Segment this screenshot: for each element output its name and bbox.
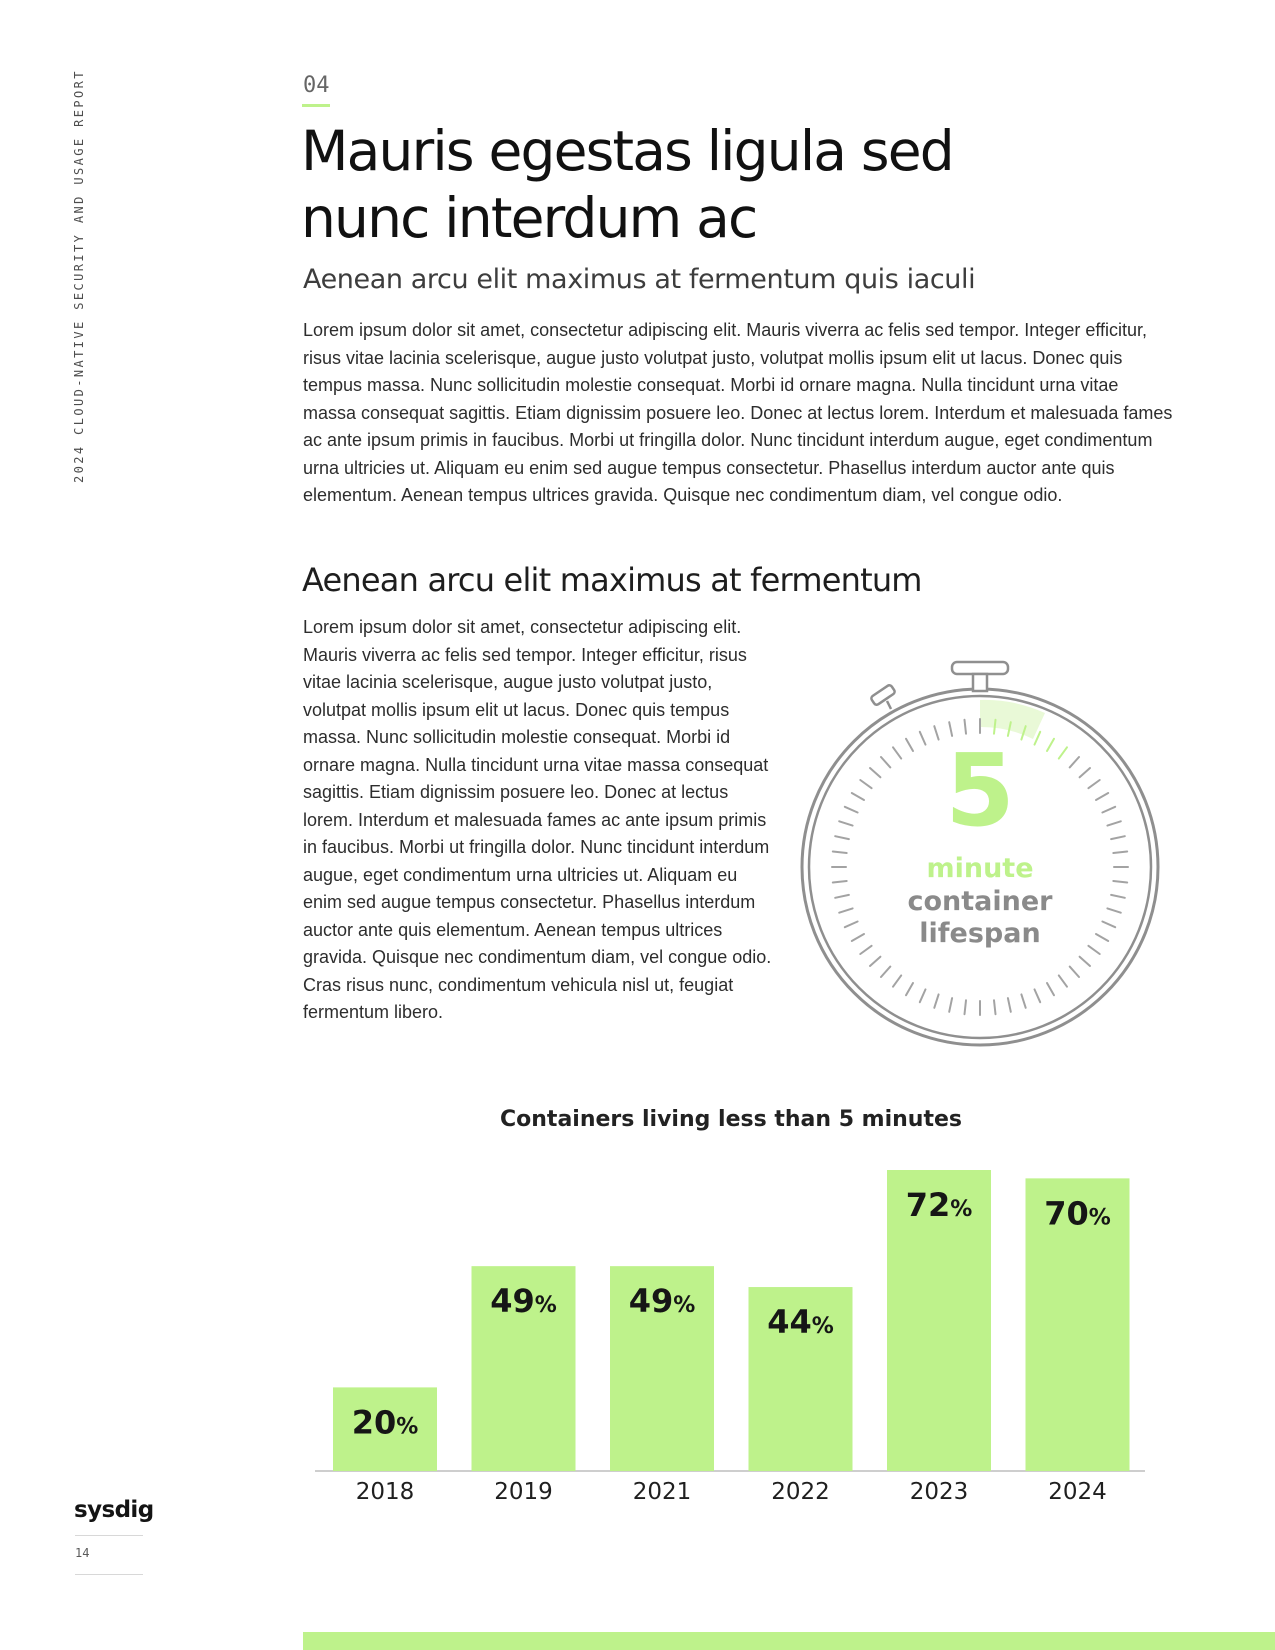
stopwatch-tick <box>1111 895 1125 898</box>
side-button <box>870 684 895 706</box>
side-button-stem <box>887 701 891 709</box>
column-paragraph: Lorem ipsum dolor sit amet, consectetur adipiscing elit. Mauris viverra ac felis sed tempor. Integer efficitur, risus vitae lacinia scelerisque, augue justo volutpat justo, volutpat mollis ipsum elit ut lacus. Donec quis tempus massa. Nunc sollicitudin molestie consequat. Morbi id ornare magna. Nulla tincidunt urna vitae massa consequat sagittis. Etiam dignissim posuere leo. Donec at lectus lorem. Interdum et malesuada fames ac ante ipsum primis in faucibus. Morbi ut fringilla dolor. Nunc tincidunt interdum augue, eget condimentum urna ultricies ut. Aliquam eu enim sed augue tempus consectetur. Phasellus interdum auctor ante quis elementum. Aenean tempus ultrices gravida. Quisque nec condimentum diam, vel congue odio. Cras risus nunc, condimentum vehicula nisl ut, feugiat fermentum libero. <box>303 617 772 1022</box>
stopwatch-tick <box>1096 934 1108 941</box>
bottom-accent-bar <box>303 1632 1275 1650</box>
stopwatch-tick <box>860 946 871 954</box>
stopwatch-tick <box>906 739 913 751</box>
stopwatch-tick <box>881 967 890 977</box>
x-tick-label: 2019 <box>494 1479 553 1505</box>
stopwatch-tick <box>835 895 849 898</box>
stopwatch-tick <box>920 732 926 745</box>
stopwatch-tick <box>839 821 852 825</box>
stopwatch-tick <box>1107 821 1120 825</box>
bar-value-label: 49% <box>490 1282 557 1321</box>
stopwatch-tick <box>833 852 847 854</box>
stopwatch-tick <box>1059 747 1067 758</box>
bar-value-label: 20% <box>351 1403 419 1442</box>
stopwatch-tick <box>1021 994 1025 1007</box>
stopwatch-tick <box>1035 989 1041 1002</box>
page-subtitle: Aenean arcu elit maximus at fermentum quis iaculi <box>303 264 976 295</box>
stopwatch-tick <box>1008 998 1011 1012</box>
stopwatch-tick <box>1111 836 1125 839</box>
stopwatch-tick <box>920 989 926 1002</box>
stopwatch-tick <box>906 983 913 995</box>
footer-divider-top <box>75 1535 143 1536</box>
stopwatch-tick <box>1088 780 1099 788</box>
page-number: 14 <box>75 1546 90 1560</box>
stopwatch-graphic <box>795 655 1165 1050</box>
stopwatch-tick <box>835 836 849 839</box>
sysdig-logo: sysdig <box>74 1497 154 1523</box>
stopwatch-tick <box>1102 922 1115 928</box>
report-title-vertical: 2024 CLOUD-NATIVE SECURITY AND USAGE REPORT <box>72 69 86 483</box>
bar-value-label: 70% <box>1044 1194 1111 1233</box>
stopwatch-tick <box>893 747 901 758</box>
stopwatch-tick <box>881 757 890 767</box>
stopwatch-tick <box>949 998 952 1012</box>
footer-divider-bottom <box>75 1574 143 1575</box>
stopwatch-tick <box>870 768 880 777</box>
bar-chart <box>315 1160 1150 1515</box>
stopwatch-tick <box>1070 967 1079 977</box>
stopwatch-tick <box>893 975 901 986</box>
stopwatch-number: 5 <box>945 732 1015 849</box>
stopwatch-tick <box>1088 946 1099 954</box>
section-heading: Aenean arcu elit maximus at fermentum <box>302 561 922 599</box>
stopwatch-tick <box>852 793 864 800</box>
stopwatch-tick <box>1070 757 1079 767</box>
stopwatch-tick <box>934 726 938 739</box>
stopwatch-tick <box>845 807 858 813</box>
stopwatch-label-lifespan: lifespan <box>919 918 1041 949</box>
stopwatch-tick <box>870 957 880 966</box>
stopwatch-tick <box>994 1000 996 1014</box>
stopwatch-tick <box>860 780 871 788</box>
page-title: Mauris egestas ligula sed nunc interdum ac <box>301 119 953 250</box>
stopwatch-tick <box>1080 957 1090 966</box>
bar-value-label: 44% <box>767 1303 834 1342</box>
stopwatch-tick <box>833 881 847 883</box>
bar-value-label: 49% <box>628 1282 696 1321</box>
stopwatch-tick <box>1096 793 1108 800</box>
section-number-underline <box>302 104 330 107</box>
stopwatch-unit: minute <box>926 853 1034 884</box>
stopwatch-tick <box>845 922 858 928</box>
crown-cap <box>952 662 1008 674</box>
x-tick-label: 2024 <box>1048 1479 1107 1505</box>
x-tick-label: 2021 <box>632 1479 692 1505</box>
x-tick-label: 2023 <box>909 1479 969 1505</box>
crown-stem <box>973 674 987 691</box>
chart-title: Containers living less than 5 minutes <box>500 1107 962 1132</box>
bar-value-label: 72% <box>905 1186 973 1224</box>
x-tick-label: 2022 <box>771 1479 830 1505</box>
stopwatch-tick <box>1113 852 1127 854</box>
stopwatch-tick <box>1113 881 1127 883</box>
stopwatch-tick <box>1059 975 1067 986</box>
stopwatch-tick <box>1047 739 1054 751</box>
stopwatch-tick <box>1102 807 1115 813</box>
stopwatch-tick <box>839 908 852 912</box>
stopwatch-tick <box>1107 908 1120 912</box>
stopwatch-tick <box>852 934 864 941</box>
stopwatch-tick <box>1047 983 1054 995</box>
stopwatch-tick <box>934 994 938 1007</box>
stopwatch-label-container: container <box>907 886 1053 917</box>
intro-paragraph: Lorem ipsum dolor sit amet, consectetur adipiscing elit. Mauris viverra ac felis sed tempor. Integer efficitur, risus vitae lacinia scelerisque, augue justo volutpat justo, volutpat mollis ipsum elit ut lacus. Donec quis tempus massa. Nunc sollicitudin molestie consequat. Morbi id ornare magna. Nulla tincidunt urna vitae massa consequat sagittis. Etiam dignissim posuere leo. Donec at lectus lorem. Interdum et malesuada fames ac ante ipsum primis in faucibus. Morbi ut fringilla dolor. Nunc tincidunt interdum augue, eget condimentum urna ultricies ut. Aliquam eu enim sed augue tempus consectetur. Phasellus interdum auctor ante quis elementum. Aenean tempus ultrices gravida. Quisque nec condimentum diam, vel congue odio. <box>303 320 1173 505</box>
x-tick-label: 2018 <box>355 1479 415 1505</box>
stopwatch-tick <box>1080 768 1090 777</box>
stopwatch-tick <box>965 1000 967 1014</box>
section-number: 04 <box>303 73 330 98</box>
